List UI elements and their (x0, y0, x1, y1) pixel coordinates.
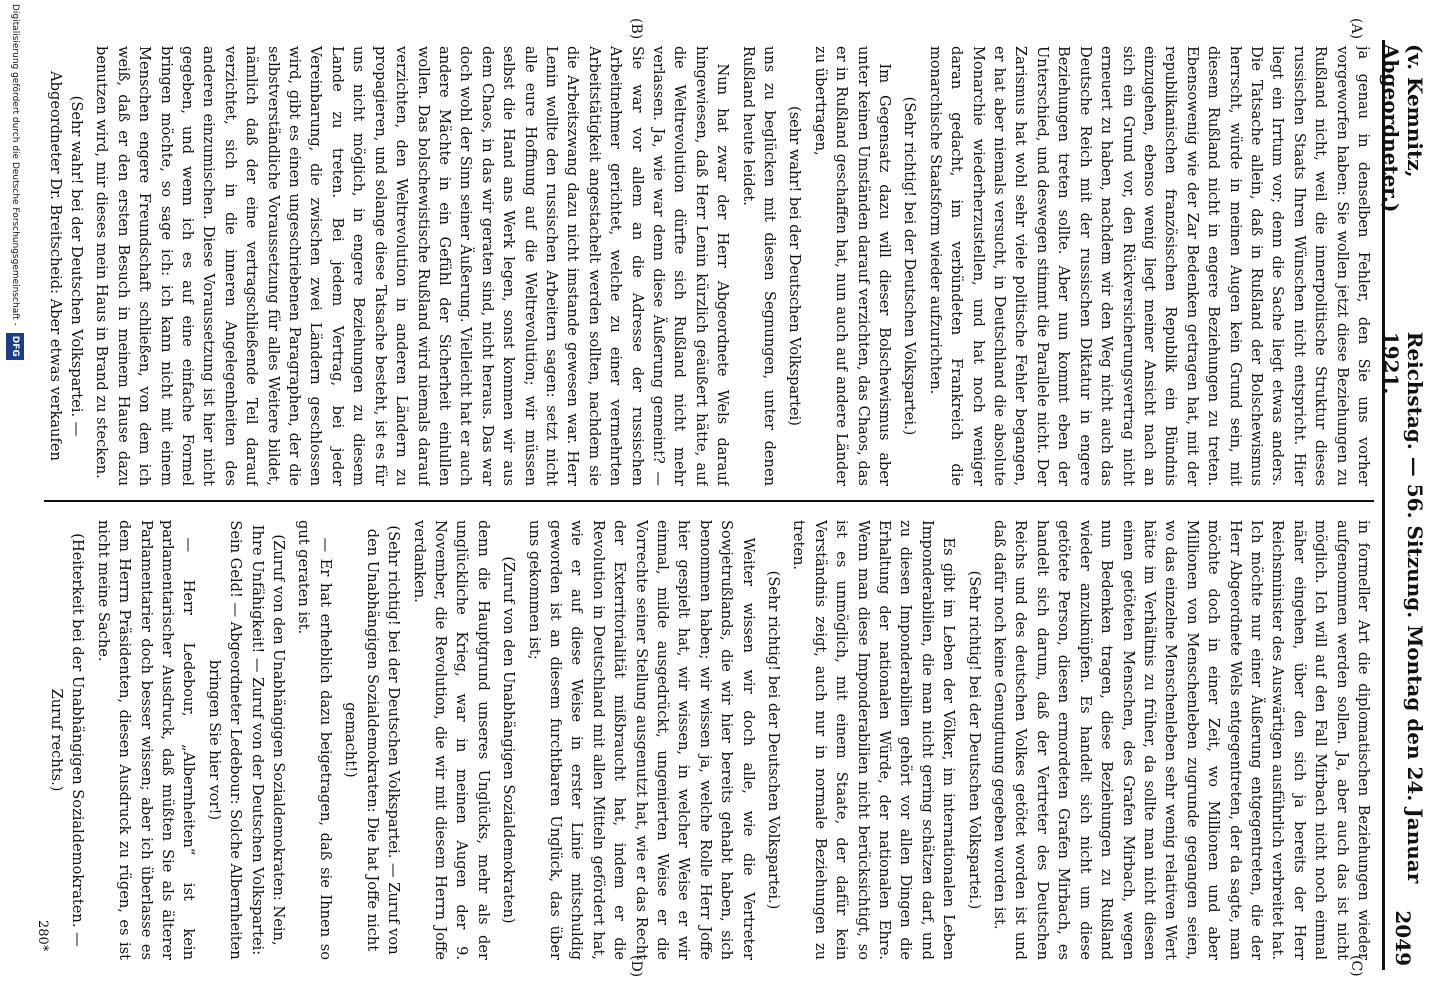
margin-marker-d: (D) (628, 955, 644, 978)
paragraph: Im Gegensatz dazu will dieser Bolschewismus aber unter keinen Umständen darauf verzichten, das Chaos, das er in Rußland geschaffen hat, nun auch auf andere Länder zu übertragen, (811, 46, 894, 486)
paragraph: uns zu beglücken mit diesen Segnungen, unter denen Rußland heute leidet. (739, 46, 779, 486)
column-divider (44, 500, 1374, 502)
header-title: Reichstag. — 56. Sitzung. Montag den 24. Januar 1921. (1379, 331, 1428, 884)
margin-marker-b: (B) (628, 18, 644, 40)
paragraph: ja genau in denselben Fehler, den Sie uns vorher vorgeworfen haben: Sie wollen jetzt diese Beziehungen zu Rußland nicht, weil die innerpolitische Struktur dieses russischen Staats Ihren Wünschen nicht entspricht. Hier liegt ein Irrtum vor; denn die Sache liegt etwas anders. Die Tatsache allein, daß in Rußland der Bolschewismus herrscht, würde in meinen Augen kein Grund sein, mit diesem Rußland nicht in engere Beziehungen zu treten. Ebensowenig wie der Zar Bedenken getragen hat, mit der republikanischen französischen Republik ein Bündnis einzugehen, ebenso wenig liegt meiner Ansicht nach an sich ein Grund vor, den Rückversicherungsvertrag nicht erneuert zu haben, nachdem wir den Weg nicht auch das Deutsche Reich mit der russischen Diktatur in engere Beziehungen treten sollte. Aber nun kommt eben der Unterschied, und deswegen stimmt die Parallele nicht. Der Zarismus hat wohl sehr viele politische Fehler begangen, er hat aber niemals versucht, in Deutschland die absolute Monarchie wiederherzustellen, und hat noch weniger daran gedacht, im verbündeten Frankreich die monarchische Staatsform wieder aufzurichten. (926, 46, 1372, 486)
interjection: (Heiterkeit bei der Unabhängigen Sozialdemokraten. — Zuruf rechts.) (48, 533, 87, 947)
interjection: (Sehr richtig! bei der Deutschen Volkspartei.) (965, 570, 983, 910)
paragraph: Es gibt im Leben der Völker, im internationalen Leben Imponderabilien, die man nicht gering schätzen darf, und zu diesen Imponderabilien gehört vor allen Dingen die Erhaltung der nationalen Würde, der nationalen Ehre. Wenn man diese Imponderabilien nicht berücksichtigt, so ist es unmöglich, mit einem Staate, der dafür kein Verständnis zeigt, auch nur in normale Beziehungen zu treten. (790, 520, 958, 960)
page-header (1379, 40, 1428, 970)
margin-marker-c: (C) (1348, 955, 1364, 977)
digitization-footer (6, 0, 24, 1000)
paragraph: in formeller Art die diplomatischen Beziehungen wieder aufgenommen werden sollen. Ja, aber auch das ist nicht möglich. Ich will auf den Fall Mirbach nicht noch einmal näher eingehen, über den sich ja bereits der Herr Reichsminister des Auswärtigen ausführlich verbreitet hat. Ich möchte nur einer Äußerung entgegentreten, die der Herr Abgeordnete Wels entgegentreten, der da sagte, man möchte doch in einer Zeit, wo Millionen und aber Millionen von Menschenleben zugrunde gegangen seien, wo das einzelne Menschenleben sehr wenig relativen Wert hätte im Verhältnis zu früher, da sollte man nicht diesen einen getöteten Menschen, des Grafen Mirbach, wegen nun Bedenken tragen, diese Beziehungen zu Rußland wieder anzuknüpfen. Es handelt sich nicht um diese getötete Person, diesen ermordeten Grafen Mirbach, es handelt sich darum, daß der Vertreter des Deutschen Reichs und des deutschen Volkes getötet worden ist und daß dafür noch keine Genugtuung gegeben worden ist. (991, 520, 1372, 960)
paragraph: denn die Hauptgrund unseres Unglücks, mehr als der unglückliche Krieg, war in meinen Augen der 9. November, die Revolution, die wir mit diesem Herrn Joffe verdanken. (410, 520, 492, 960)
paragraph: Weiter wissen wir doch alle, wie die Vertreter Sowjetrußlands, die wir hier bereits gehabt haben, sich benommen haben; wir wissen ja, welche Rolle Herr Joffe hier gespielt hat, wir wissen, in welcher Weise er wir einmal, milde ausgedrückt, ungenierten Weise er die Vorrechte seiner Stellung ausgenutzt hat, wie er das Recht der Exterritorialität mißbraucht hat, indem er die Revolution in Deutschland mit allen Mitteln gefördert hat, wie er auf diese Weise in erster Linie mitschuldig geworden ist an diesem furchtbaren Unglück, das über uns gekommen ist; (525, 520, 757, 960)
interjection: (Sehr wahr! bei der Deutschen Volkspartei. — Abgeordneter Dr. Breitscheid: Aber etwas verkaufen (46, 71, 86, 461)
paragraph: — Herr Ledebour, „Albernheiten“ ist kein parlamentarischer Ausdruck, daß müßten Sie als älterer Parlamentarier doch besser wissen; aber ich überlasse es dem Herrn Präsidenten, diesen Ausdruck zu rügen, es ist nicht meine Sache. (94, 520, 198, 960)
interjection: (Sehr richtig! bei der Deutschen Volkspartei.) (765, 570, 783, 910)
right-text-column (44, 520, 1374, 960)
footer-credit: Digitalisierung gefördert durch die Deutsche Forschungsgemeinschaft - (10, 4, 20, 326)
interjection: (Zuruf von den Unabhängigen Sozialdemokraten: Nein, Ihre Unfähigkeit! — Zuruf von der Deutschen Volkspartei: Sein Geld! — Abgeordneter Ledebour: Solche Albernheiten bringen Sie hier vor!) (205, 520, 288, 960)
dfg-logo: DFG (6, 333, 24, 360)
paragraph: Nun hat zwar der Herr Abgeordnete Wels darauf hingewiesen, daß Herr Lenin kürzlich geäußert hätte, auf die Weltrevolution dürfte sich Rußland nicht mehr verlassen. Ja, wie war denn diese Äußerung gemeint? — Sie war vor allem an die Adresse der russischen Arbeitnehmer gerichtet, welche zu einer vermehrten Arbeitstätigkeit angestachelt werden sollten, nachdem sie die Arbeitszwang dazu nicht imstande gewesen war. Herr Lenin wollte den russischen Arbeitern sagen: setzt nicht alle eure Hoffnung auf die Weltrevolution; wir müssen selbst die Hand ans Werk legen, sonst kommen wir aus dem Chaos, in das wir geraten sind, nicht heraus. Das war doch wohl der Sinn seiner Äußerung. Vielleicht hat er auch andere Mächte in ein Gefühl der Sicherheit einlullen wollen. Das bolschewistische Rußland wird niemals darauf verzichten, den Weltrevolution in anderen Ländern zu propagieren, und solange diese Tatsache besteht, ist es für uns nicht möglich, in engere Beziehungen zu diesem Lande zu treten. Bei jedem Vertrag, bei jeder Vereinbarung, die zwischen zwei Ländern geschlossen wird, gibt es einen ungeschriebenen Paragraphen, der die selbstverständliche Voraussetzung für alles Weitere bildet, nämlich daß der eine vertragschließende Teil darauf verzichtet, sich in die inneren Angelegenheiten des anderen einzumischen. Diese Voraussetzung ist hier nicht gegeben, und wenn ich es auf eine einfache Formel bringen möchte, so sage ich: ich kann nicht mit einem Menschen engere Freundschaft schließen, von dem ich weiß, daß er den ersten Besuch in meinem Hause dazu benutzen wird, mir dieses mein Haus in Brand zu stecken. (93, 46, 732, 486)
margin-marker-a: (A) (1348, 18, 1364, 40)
signature-mark: 280* (35, 920, 50, 952)
interjection: (Zuruf von den Unabhängigen Sozialdemokraten) (500, 556, 518, 924)
interjection: (sehr wahr! bei der Deutschen Volkspartei) (786, 106, 804, 426)
interjection: (Sehr richtig! bei der Deutschen Volkspartei.) (901, 96, 919, 436)
paragraph: — Er hat erheblich dazu beigetragen, daß sie Ihnen so gut geraten ist. (295, 520, 334, 960)
left-text-column (44, 46, 1374, 486)
interjection: (Sehr richtig! bei der Deutschen Volkspartei. — Zuruf von den Unabhängigen Sozialdemokraten: Die hat Joffe nicht gemacht!) (342, 525, 403, 955)
header-speaker: (v. Kemnitz, Abgeordneter.) (1379, 44, 1428, 213)
header-page-number: 2049 (1391, 910, 1416, 966)
